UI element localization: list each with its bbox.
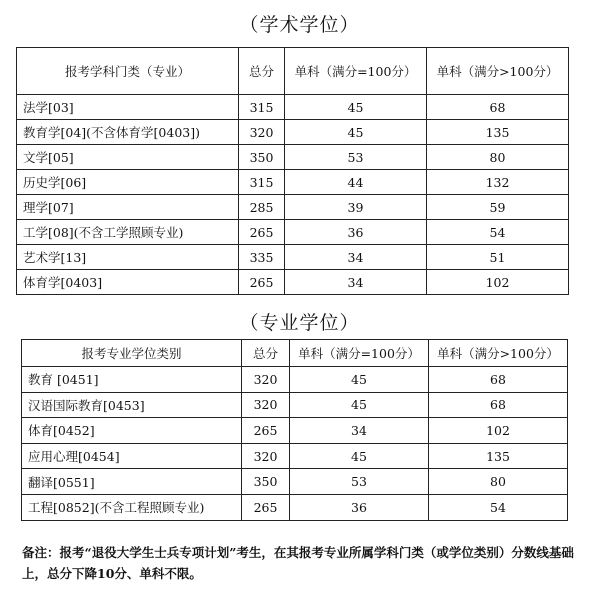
total-cell: 265 — [239, 220, 285, 245]
table-row — [22, 469, 568, 495]
single-100-cell: 45 — [290, 367, 429, 393]
degree-category-cell: 体育[0452] — [22, 418, 242, 444]
total-cell: 320 — [242, 367, 290, 393]
discipline-cell: 体育学[0403] — [17, 270, 239, 295]
header-single-over-100: 单科（满分>100分） — [427, 48, 569, 95]
total-cell: 265 — [242, 418, 290, 444]
single-100-cell: 45 — [285, 95, 427, 120]
academic-score-table — [16, 47, 569, 295]
discipline-cell: 历史学[06] — [17, 170, 239, 195]
single-over-100-cell: 68 — [427, 95, 569, 120]
professional-section-title: （专业学位） — [239, 312, 360, 334]
single-over-100-cell: 135 — [429, 443, 568, 469]
header-discipline: 报考学科门类（专业） — [17, 48, 239, 95]
total-cell: 265 — [239, 270, 285, 295]
total-cell: 265 — [242, 494, 290, 520]
single-100-cell: 45 — [290, 443, 429, 469]
table-row — [22, 418, 568, 444]
discipline-cell: 教育学[04](不含体育学[0403]) — [17, 120, 239, 145]
single-over-100-cell: 135 — [427, 120, 569, 145]
total-cell: 320 — [239, 120, 285, 145]
table-header-row — [22, 340, 568, 367]
single-over-100-cell: 54 — [429, 494, 568, 520]
single-over-100-cell: 102 — [429, 418, 568, 444]
total-cell: 315 — [239, 170, 285, 195]
header-degree-category: 报考专业学位类别 — [22, 340, 242, 367]
single-100-cell: 36 — [285, 220, 427, 245]
degree-category-cell: 应用心理[0454] — [22, 443, 242, 469]
table-row — [17, 170, 569, 195]
table-row — [17, 120, 569, 145]
table-row — [22, 494, 568, 520]
single-100-cell: 53 — [285, 145, 427, 170]
total-cell: 350 — [242, 469, 290, 495]
single-100-cell: 44 — [285, 170, 427, 195]
single-over-100-cell: 80 — [427, 145, 569, 170]
total-cell: 335 — [239, 245, 285, 270]
single-over-100-cell: 80 — [429, 469, 568, 495]
single-over-100-cell: 54 — [427, 220, 569, 245]
single-over-100-cell: 51 — [427, 245, 569, 270]
single-100-cell: 53 — [290, 469, 429, 495]
table-row — [17, 95, 569, 120]
total-cell: 320 — [242, 392, 290, 418]
total-cell: 285 — [239, 195, 285, 220]
single-100-cell: 39 — [285, 195, 427, 220]
table-row — [22, 392, 568, 418]
discipline-cell: 文学[05] — [17, 145, 239, 170]
table-row — [17, 220, 569, 245]
header-total: 总分 — [242, 340, 290, 367]
table-header-row — [17, 48, 569, 95]
single-100-cell: 45 — [290, 392, 429, 418]
single-over-100-cell: 59 — [427, 195, 569, 220]
degree-category-cell: 翻译[0551] — [22, 469, 242, 495]
degree-category-cell: 教育 [0451] — [22, 367, 242, 393]
single-over-100-cell: 132 — [427, 170, 569, 195]
single-100-cell: 34 — [285, 270, 427, 295]
degree-category-cell: 汉语国际教育[0453] — [22, 392, 242, 418]
single-100-cell: 34 — [290, 418, 429, 444]
header-single-over-100: 单科（满分>100分） — [429, 340, 568, 367]
header-single-100: 单科（满分=100分） — [290, 340, 429, 367]
discipline-cell: 艺术学[13] — [17, 245, 239, 270]
single-over-100-cell: 68 — [429, 392, 568, 418]
total-cell: 320 — [242, 443, 290, 469]
table-row — [17, 245, 569, 270]
discipline-cell: 法学[03] — [17, 95, 239, 120]
discipline-cell: 理学[07] — [17, 195, 239, 220]
academic-section-title: （学术学位） — [239, 14, 360, 36]
table-row — [17, 145, 569, 170]
table-row — [17, 270, 569, 295]
single-over-100-cell: 102 — [427, 270, 569, 295]
remarks-note: 备注：报考“退役大学生士兵专项计划”考生，在其报考专业所属学科门类（或学位类别）分数线基础上，总分下降10分、单科不限。 — [22, 545, 574, 581]
header-single-100: 单科（满分=100分） — [285, 48, 427, 95]
single-over-100-cell: 68 — [429, 367, 568, 393]
discipline-cell: 工学[08](不含工学照顾专业) — [17, 220, 239, 245]
table-row — [22, 367, 568, 393]
single-100-cell: 34 — [285, 245, 427, 270]
professional-score-table — [21, 339, 568, 521]
table-row — [22, 443, 568, 469]
degree-category-cell: 工程[0852](不含工程照顾专业) — [22, 494, 242, 520]
total-cell: 315 — [239, 95, 285, 120]
single-100-cell: 36 — [290, 494, 429, 520]
table-row — [17, 195, 569, 220]
total-cell: 350 — [239, 145, 285, 170]
single-100-cell: 45 — [285, 120, 427, 145]
header-total: 总分 — [239, 48, 285, 95]
